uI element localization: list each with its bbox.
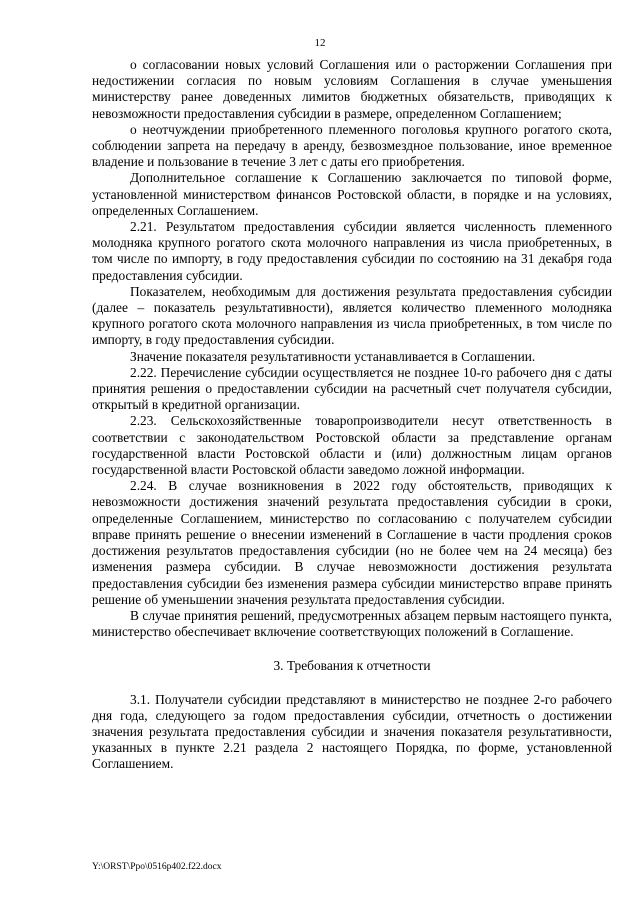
paragraph-agreement-termination: о согласовании новых условий Соглашения или о расторжении Соглашения при недостижении согласия по новым условиям Соглашения в случае уменьшения министерству ранее доведенных лимитов бюджетных обязательств, приводящих к невозможности предоставления субсидии в размере, определенном Соглашением; — [92, 57, 612, 121]
paragraph-indicator-value: Значение показателя результативности устанавливается в Соглашении. — [130, 348, 536, 364]
paragraph-3-1-reporting: 3.1. Получатели субсидии представляют в министерство не позднее 2-го рабочего дня года, следующего за годом предоставления субсидии, отчетность о достижении значения результата предоставления субсидии и значения показателя результативности, указанных в пункте 2.21 раздела 2 настоящего Порядка, по форме, установленной Соглашением. — [92, 691, 612, 772]
paragraph-2-23-responsibility: 2.23. Сельскохозяйственные товаропроизводители несут ответственность в соответствии с законодательством Ростовской области за представление органам государственной власти Ростовской области и (или) должностным лицам органов государственной власти Ростовской области заведомо ложной информации. — [92, 413, 612, 478]
section-heading: 3. Требования к отчетности — [273, 658, 431, 674]
paragraph-2-24-circumstances: 2.24. В случае возникновения в 2022 году обстоятельств, приводящих к невозможности достижения значений результата предоставления субсидии в сроки, определенные Соглашением, министерство по согласованию с получателем субсидии вправе принять решение о внесении изменений в Соглашение в части продления сроков достижения результатов предоставления субсидии (но не более чем на 24 месяца) без изменения размера субсидии. В случае невозможности достижения результата предоставления субсидии без изменения размера субсидии министерство вправе принять решение об уменьшении значения результата предоставления субсидии. — [92, 478, 612, 607]
footer-file-path: Y:\ORST\Ppo\0516p402.f22.docx — [92, 862, 222, 872]
paragraph-2-22-transfer: 2.22. Перечисление субсидии осуществляется не позднее 10-го рабочего дня с даты принятия решения о предоставлении субсидии на расчетный счет получателя субсидии, открытый в кредитной организации. — [92, 364, 612, 413]
paragraph-performance-indicator: Показателем, необходимым для достижения результата предоставления субсидии (далее – показатель результативности), является количество племенного молодняка крупного рогатого скота молочного направления из числа приобретенных, в том числе по импорту, в году предоставления субсидии. — [92, 283, 612, 348]
paragraph-2-21-result: 2.21. Результатом предоставления субсидии является численность племенного молодняка крупного рогатого скота молочного направления из числа приобретенных, в том числе по импорту, в году предоставления субсидии по состоянию на 31 декабря года предоставления субсидии. — [92, 219, 612, 283]
page-number: 12 — [314, 37, 326, 49]
paragraph-livestock-alienation: о неотчуждении приобретенного племенного поголовья крупного рогатого скота, соблюдении запрета на передачу в аренду, безвозмездное пользование, иное временное владение и пользование в течение 3 лет с даты его приобретения. — [92, 121, 612, 170]
paragraph-decision-inclusion: В случае принятия решений, предусмотренных абзацем первым настоящего пункта, министерство обеспечивает включение соответствующих положений в Соглашение. — [92, 607, 612, 640]
paragraph-additional-agreement: Дополнительное соглашение к Соглашению заключается по типовой форме, установленной министерством финансов Ростовской области, в порядке и на условиях, определенных Соглашением. — [92, 170, 612, 218]
document-body — [92, 57, 612, 773]
